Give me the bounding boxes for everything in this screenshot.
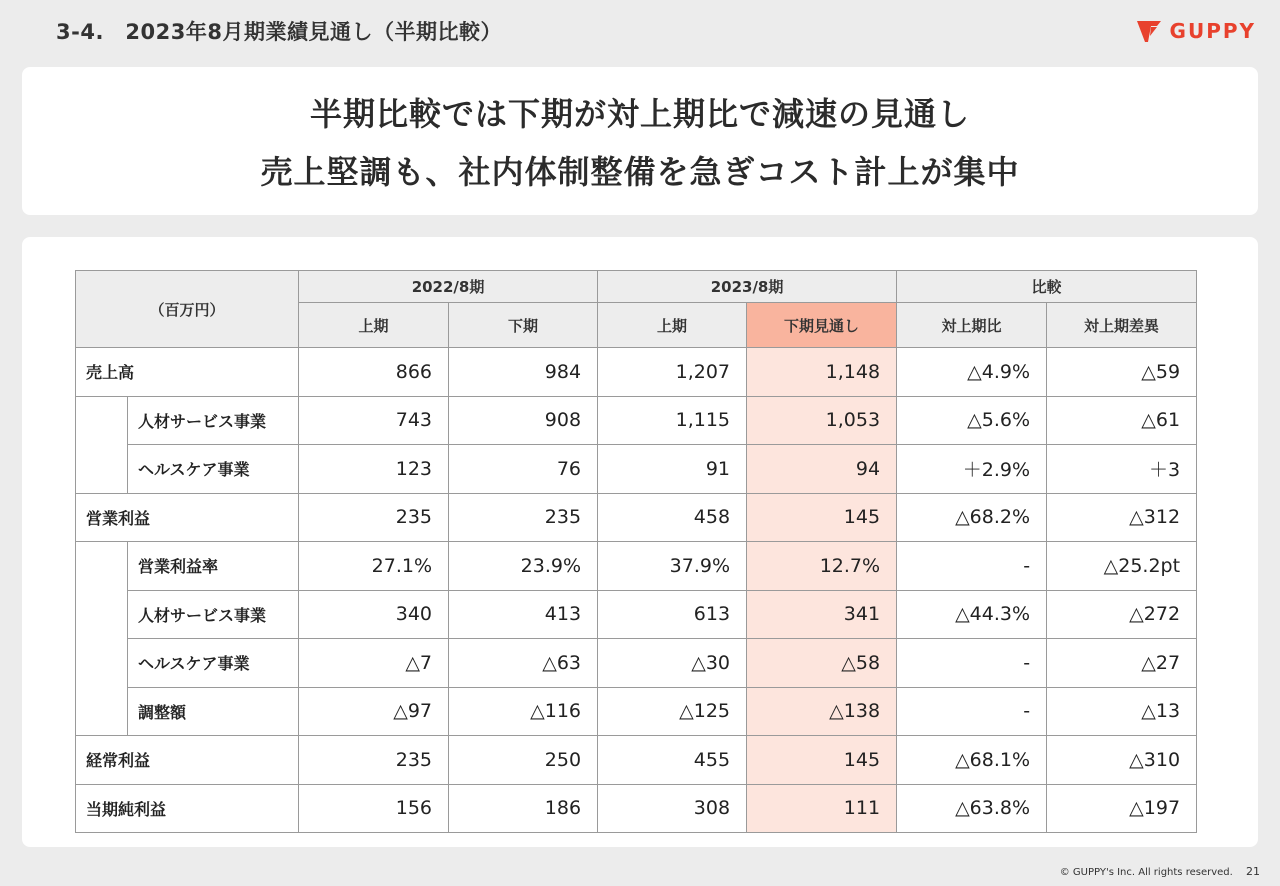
table-row	[76, 736, 1197, 785]
section-title: 3-4. 2023年8月期業績見通し（半期比較）	[56, 20, 502, 44]
cell: △4.9%	[897, 348, 1047, 397]
cell: 23.9%	[449, 542, 598, 591]
row-label: 調整額	[128, 687, 299, 736]
column-header: 下期	[449, 303, 598, 348]
cell: 413	[449, 590, 598, 639]
cell: △68.1%	[897, 736, 1047, 785]
table-row	[76, 493, 1197, 542]
page-number: 21	[1246, 865, 1260, 878]
indent-cell	[76, 396, 128, 445]
column-header: 上期	[299, 303, 449, 348]
cell-highlight: △58	[747, 639, 897, 688]
indent-cell	[76, 687, 128, 736]
cell: 91	[598, 445, 747, 494]
column-header: 対上期差異	[1047, 303, 1197, 348]
group-header-comparison: 比較	[897, 271, 1197, 303]
cell: 37.9%	[598, 542, 747, 591]
copyright-text: © GUPPY's Inc. All rights reserved.	[1059, 867, 1233, 878]
headline-box	[22, 67, 1258, 215]
cell-highlight: △138	[747, 687, 897, 736]
guppy-logo-icon	[1136, 18, 1162, 44]
cell: △5.6%	[897, 396, 1047, 445]
cell: △97	[299, 687, 449, 736]
cell: 613	[598, 590, 747, 639]
table-row	[76, 784, 1197, 833]
cell-highlight: 1,053	[747, 396, 897, 445]
cell: 235	[299, 736, 449, 785]
group-header-2022: 2022/8期	[299, 271, 598, 303]
guppy-logo	[1136, 18, 1256, 44]
cell: △44.3%	[897, 590, 1047, 639]
cell: △63	[449, 639, 598, 688]
results-table	[75, 270, 1197, 833]
indent-cell	[76, 639, 128, 688]
cell: 455	[598, 736, 747, 785]
indent-cell	[76, 590, 128, 639]
cell: △197	[1047, 784, 1197, 833]
cell: -	[897, 542, 1047, 591]
cell: ＋2.9%	[897, 445, 1047, 494]
cell: △59	[1047, 348, 1197, 397]
cell: 156	[299, 784, 449, 833]
indent-cell	[76, 542, 128, 591]
cell: △116	[449, 687, 598, 736]
cell: ＋3	[1047, 445, 1197, 494]
table-row	[76, 542, 1197, 591]
headline-line-1: 半期比較では下期が対上期比で減速の見通し	[309, 95, 970, 133]
cell: -	[897, 687, 1047, 736]
table-row	[76, 590, 1197, 639]
column-header: 対上期比	[897, 303, 1047, 348]
cell: -	[897, 639, 1047, 688]
cell: △13	[1047, 687, 1197, 736]
table-row	[76, 396, 1197, 445]
row-label: 経常利益	[76, 736, 299, 785]
row-label: 売上高	[76, 348, 299, 397]
row-label: ヘルスケア事業	[128, 445, 299, 494]
cell: 76	[449, 445, 598, 494]
column-header-highlight: 下期見通し	[747, 303, 897, 348]
row-label: 営業利益率	[128, 542, 299, 591]
cell: △125	[598, 687, 747, 736]
row-label: 人材サービス事業	[128, 590, 299, 639]
table-panel	[22, 237, 1258, 847]
cell: 308	[598, 784, 747, 833]
table-row	[76, 687, 1197, 736]
cell-highlight: 111	[747, 784, 897, 833]
cell: 123	[299, 445, 449, 494]
table-row	[76, 639, 1197, 688]
cell: △27	[1047, 639, 1197, 688]
cell: 1,207	[598, 348, 747, 397]
cell: △61	[1047, 396, 1197, 445]
cell-highlight: 1,148	[747, 348, 897, 397]
cell: 340	[299, 590, 449, 639]
row-label: 当期純利益	[76, 784, 299, 833]
cell: △310	[1047, 736, 1197, 785]
cell: △272	[1047, 590, 1197, 639]
row-label: 人材サービス事業	[128, 396, 299, 445]
cell-highlight: 12.7%	[747, 542, 897, 591]
row-label: ヘルスケア事業	[128, 639, 299, 688]
cell: 1,115	[598, 396, 747, 445]
cell-highlight: 94	[747, 445, 897, 494]
cell: 250	[449, 736, 598, 785]
cell: 27.1%	[299, 542, 449, 591]
table-row	[76, 445, 1197, 494]
headline-line-2: 売上堅調も、社内体制整備を急ぎコスト計上が集中	[260, 153, 1020, 191]
cell: 908	[449, 396, 598, 445]
cell: 866	[299, 348, 449, 397]
cell: △30	[598, 639, 747, 688]
group-header-2023: 2023/8期	[598, 271, 897, 303]
cell: 458	[598, 493, 747, 542]
cell: △312	[1047, 493, 1197, 542]
cell: △63.8%	[897, 784, 1047, 833]
cell: △7	[299, 639, 449, 688]
cell: △68.2%	[897, 493, 1047, 542]
indent-cell	[76, 445, 128, 494]
cell: 743	[299, 396, 449, 445]
cell: 235	[299, 493, 449, 542]
footer	[1060, 865, 1260, 878]
row-label: 営業利益	[76, 493, 299, 542]
cell: 984	[449, 348, 598, 397]
cell-highlight: 145	[747, 736, 897, 785]
column-header: 上期	[598, 303, 747, 348]
cell: 186	[449, 784, 598, 833]
logo-text: GUPPY	[1169, 19, 1256, 43]
cell: △25.2pt	[1047, 542, 1197, 591]
cell-highlight: 341	[747, 590, 897, 639]
cell-highlight: 145	[747, 493, 897, 542]
table-row	[76, 348, 1197, 397]
cell: 235	[449, 493, 598, 542]
unit-header: （百万円）	[76, 271, 299, 348]
